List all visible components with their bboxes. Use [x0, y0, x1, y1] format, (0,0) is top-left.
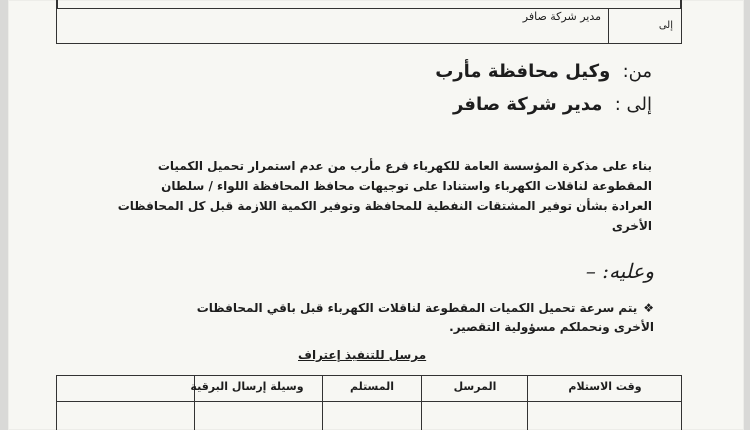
- receipt-col-divider: [322, 376, 323, 430]
- body-line: المقطوعة لناقلات الكهرباء واستنادا على توجيهات محافظ المحافظة اللواء / سلطان: [161, 179, 652, 193]
- receipt-header-sender: المرسل: [453, 380, 497, 393]
- receipt-header-received-time: وقت الاستلام: [568, 380, 642, 393]
- receipt-header-recipient: المستلم: [349, 380, 395, 393]
- diamond-bullet-icon: ❖: [643, 301, 654, 315]
- from-label: من:: [622, 61, 652, 82]
- therefore-heading: وعليه: –: [585, 259, 654, 283]
- from-value: وكيل محافظة مأرب: [435, 61, 611, 82]
- bullet-line: الأخرى ونحملكم مسؤولية التقصير.: [449, 320, 654, 334]
- to-value: مدير شركة صافر: [452, 94, 603, 115]
- bullet-line: [94, 299, 654, 318]
- directive-bullet: [94, 299, 654, 337]
- receipt-row-divider: [57, 401, 681, 402]
- receipt-header-delivery-method: وسيلة إرسال البرقية: [190, 380, 304, 393]
- receipt-table: [56, 375, 682, 430]
- bullet-text: يتم سرعة تحميل الكميات المقطوعة لناقلات الكهرباء قبل باقي المحافظات: [196, 301, 638, 315]
- body-line: العرادة بشأن توفير المشتقات النفطية للمحافظة وتوفير الكمية اللازمة قبل كل المحافظات: [117, 199, 652, 213]
- receipt-col-divider: [421, 376, 422, 430]
- routing-divider: [57, 0, 58, 8]
- body-line: بناء على مذكرة المؤسسة العامة للكهرباء فرع مأرب من عدم استمرار تحميل الكميات: [157, 159, 652, 173]
- routing-divider: [608, 8, 609, 43]
- receipt-col-divider: [527, 376, 528, 430]
- routing-recipient: مدير شركة صافر: [522, 10, 601, 23]
- memo-page: [8, 0, 744, 430]
- to-label: إلى :: [614, 94, 652, 115]
- routing-divider: [680, 0, 681, 8]
- routing-table: [56, 0, 682, 44]
- body-paragraph: [92, 156, 652, 236]
- routing-table-top-row: [57, 0, 681, 9]
- body-line: الأخرى: [611, 219, 652, 233]
- from-line: [435, 61, 652, 82]
- to-line: [453, 94, 652, 115]
- receipt-title: مرسل للتنفيذ إعتراف: [298, 348, 427, 362]
- routing-to-label: إلى: [658, 20, 673, 31]
